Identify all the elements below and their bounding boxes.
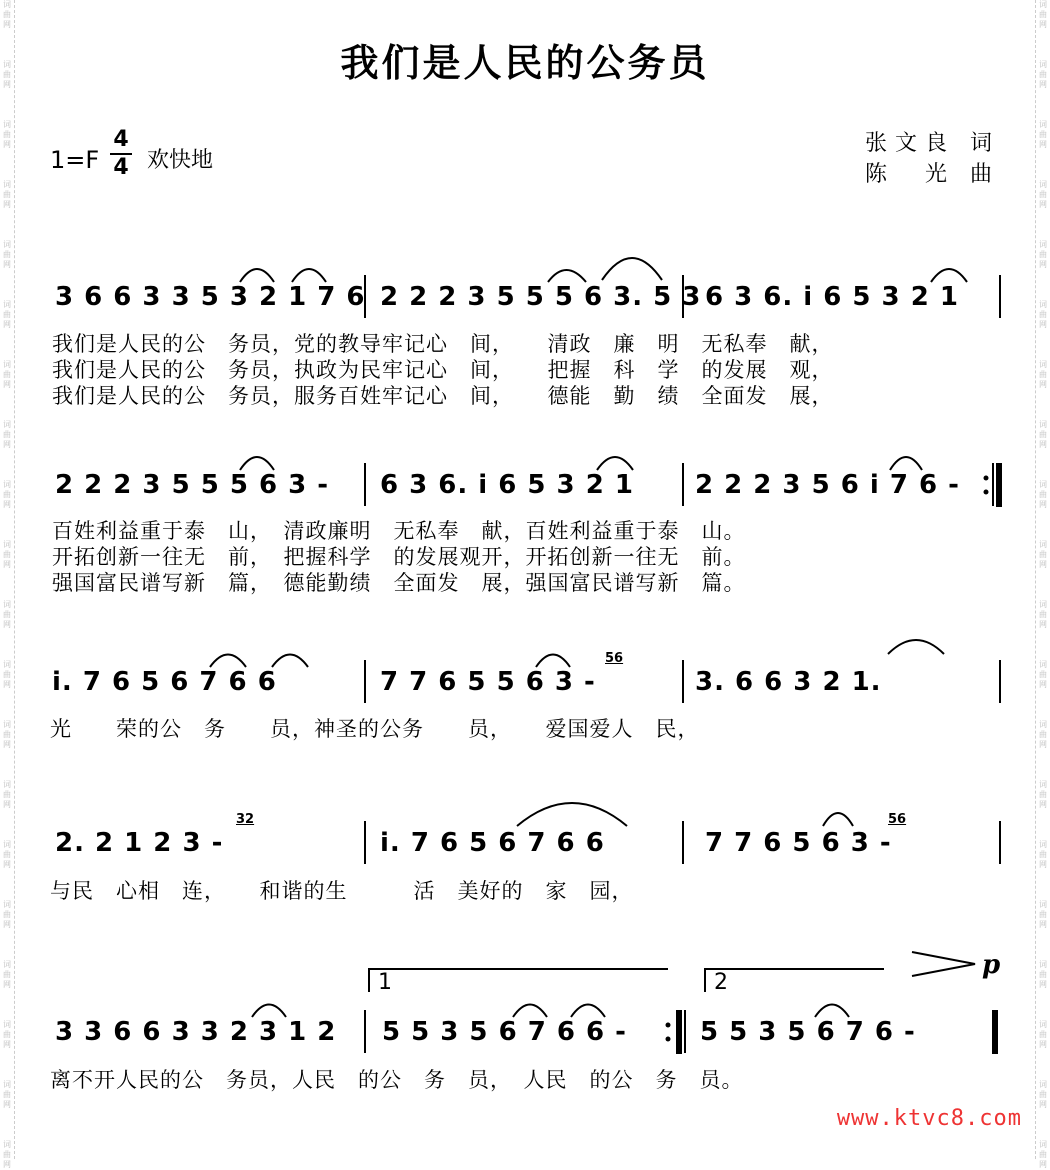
- grace-note: 32: [236, 812, 255, 827]
- tempo-marking: 欢快地: [147, 148, 214, 173]
- lyric-line: 开拓创新一往无 前， 把握科学 的发展观开，开拓创新一往无 前。: [52, 545, 746, 569]
- measure-notes: 2 2 2 3 5 6 i 7 6 -: [695, 470, 960, 500]
- measure-notes: 3. 6 6 3 2 1.: [695, 667, 882, 697]
- measure-notes: 5 5 3 5 6 7 6 -: [700, 1017, 916, 1047]
- time-signature-top: 4: [113, 127, 129, 152]
- measure-notes: 6 3 6. i 6 5 3 2 1: [380, 470, 634, 500]
- measure-notes: 7 7 6 5 5 6 3 -: [380, 667, 596, 697]
- measure-notes: 7 7 6 5 6 3 -: [705, 828, 892, 858]
- dynamic-piano: p: [982, 950, 1001, 980]
- lyric-line: 我们是人民的公 务员，执政为民牢记心 间， 把握 科 学 的发展 观，: [52, 358, 834, 382]
- measure-notes: 2 2 2 3 5 5 5 6 3 -: [55, 470, 330, 500]
- measure-notes: 2 2 2 3 5 5 5 6 3. 5 3: [380, 282, 702, 312]
- volta-bracket-1: 1: [368, 968, 668, 992]
- composer-credit: 陈 光 曲: [865, 162, 1000, 187]
- measure-notes: 2. 2 1 2 3 -: [55, 828, 224, 858]
- song-title: 我们是人民的公务员: [340, 41, 710, 85]
- lyric-line: 我们是人民的公 务员，服务百姓牢记心 间， 德能 勤 绩 全面发 展，: [52, 384, 834, 408]
- measure-notes: 6 3 6. i 6 5 3 2 1: [705, 282, 959, 312]
- measure-notes: i. 7 6 5 6 7 6 6: [52, 667, 277, 697]
- key-signature: 1=F: [50, 146, 100, 174]
- grace-note: 56: [888, 812, 907, 827]
- lyric-line: 与民 心相 连， 和谐的生 活 美好的 家 园，: [50, 879, 634, 903]
- lyric-line: 强国富民谱写新 篇， 德能勤绩 全面发 展，强国富民谱写新 篇。: [52, 571, 746, 595]
- left-edge-watermark: 词曲网 词曲网 词曲网 词曲网 词曲网 词曲网 词曲网 词曲网 词曲网 词曲网 词曲网 词曲网 词曲网 词曲网 词曲网 词曲网 词曲网 词曲网 词曲网 词曲网: [0, 0, 15, 1159]
- lyric-line: 百姓利益重于泰 山， 清政廉明 无私奉 献，百姓利益重于泰 山。: [52, 519, 746, 543]
- lyric-line: 离不开人民的公 务员，人民 的公 务 员， 人民 的公 务 员。: [50, 1068, 744, 1092]
- right-edge-watermark: 词曲网 词曲网 词曲网 词曲网 词曲网 词曲网 词曲网 词曲网 词曲网 词曲网 词曲网 词曲网 词曲网 词曲网 词曲网 词曲网 词曲网 词曲网 词曲网 词曲网: [1035, 0, 1050, 1159]
- volta-bracket-2: 2: [704, 968, 884, 992]
- measure-notes: 5 5 3 5 6 7 6 6 -: [382, 1017, 627, 1047]
- measure-notes: 3 6 6 3 3 5 3 2 1 7 6: [55, 282, 366, 312]
- grace-note: 56: [605, 651, 624, 666]
- measure-notes: 3 3 6 6 3 3 2 3 1 2: [55, 1017, 337, 1047]
- site-watermark: www.ktvc8.com: [836, 1106, 1022, 1131]
- lyricist-credit: 张文良 词: [865, 131, 1000, 156]
- lyric-line: 我们是人民的公 务员，党的教导牢记心 间， 清政 廉 明 无私奉 献，: [52, 332, 834, 356]
- lyric-line: 光 荣的公 务 员，神圣的公务 员， 爱国爱人 民，: [50, 717, 700, 741]
- time-signature-bottom: 4: [113, 155, 129, 180]
- measure-notes: i. 7 6 5 6 7 6 6: [380, 828, 605, 858]
